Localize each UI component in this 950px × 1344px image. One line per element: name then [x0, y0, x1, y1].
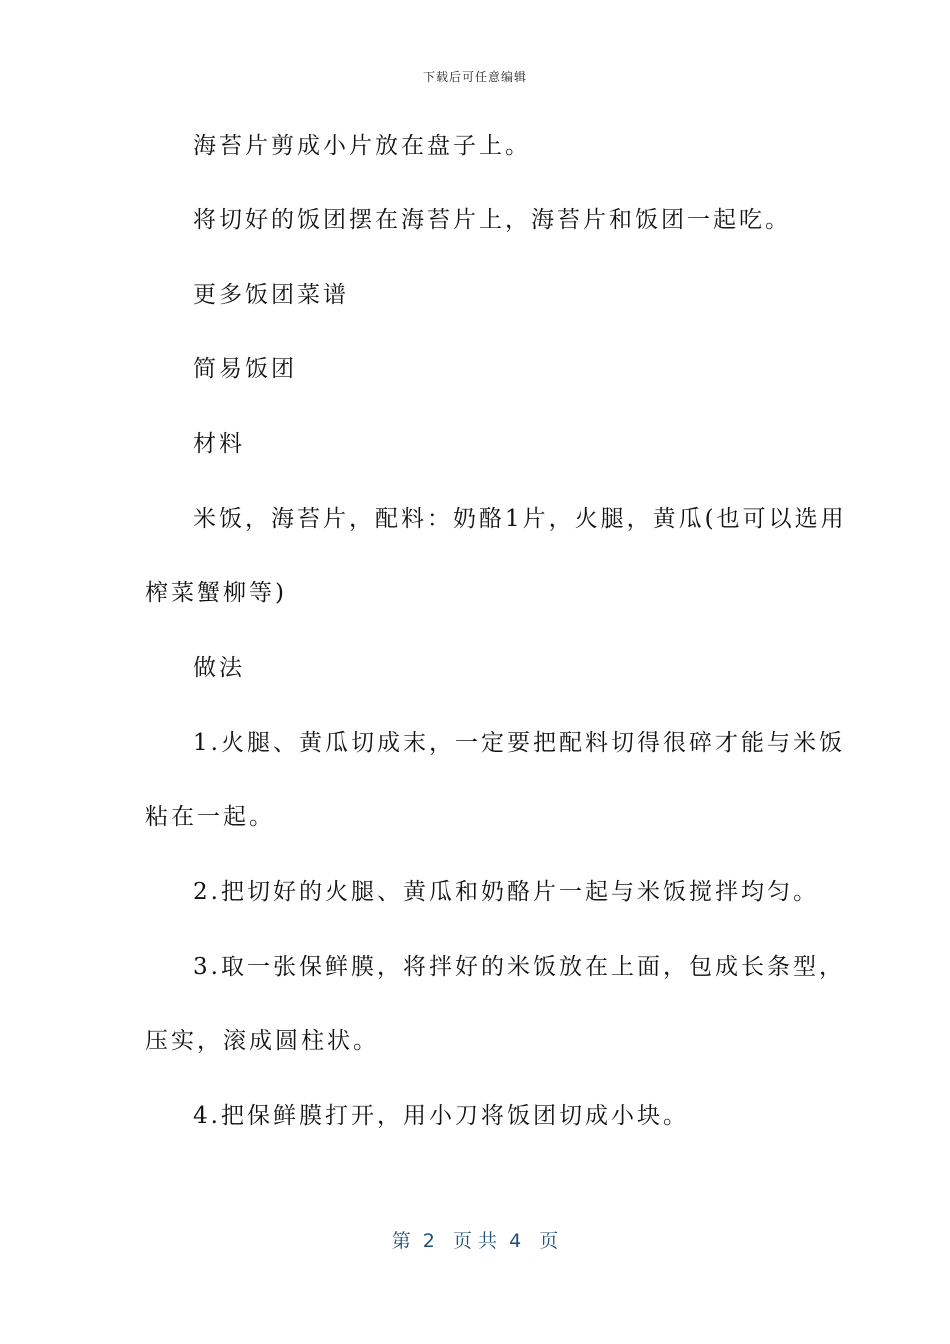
- step-1-cont: 粘在一起。: [145, 804, 275, 830]
- page-header-note: 下载后可任意编辑: [422, 70, 527, 84]
- ingredients-text-cont: 榨菜蟹柳等): [145, 580, 287, 606]
- text-line: 海苔片剪成小片放在盘子上。: [193, 133, 531, 159]
- step-3: 3.取一张保鲜膜，将拌好的米饭放在上面，包成长条型，: [193, 954, 845, 980]
- text-line: 将切好的饭团摆在海苔片上，海苔片和饭团一起吃。: [193, 207, 791, 233]
- page-footer: 第 2 页 共 4 页: [391, 1230, 559, 1252]
- step-1: 1.火腿、黄瓜切成末，一定要把配料切得很碎才能与米饭: [193, 730, 845, 756]
- ingredients-heading: 材料: [193, 431, 245, 457]
- method-heading: 做法: [193, 655, 245, 681]
- ingredients-text: 米饭，海苔片，配料：奶酪1片，火腿，黄瓜(也可以选用: [193, 506, 847, 532]
- step-3-cont: 压实，滚成圆柱状。: [145, 1028, 379, 1054]
- step-2: 2.把切好的火腿、黄瓜和奶酪片一起与米饭搅拌均匀。: [193, 879, 819, 905]
- step-4: 4.把保鲜膜打开，用小刀将饭团切成小块。: [193, 1103, 689, 1129]
- recipe-title: 简易饭团: [193, 356, 297, 382]
- section-heading: 更多饭团菜谱: [193, 282, 349, 308]
